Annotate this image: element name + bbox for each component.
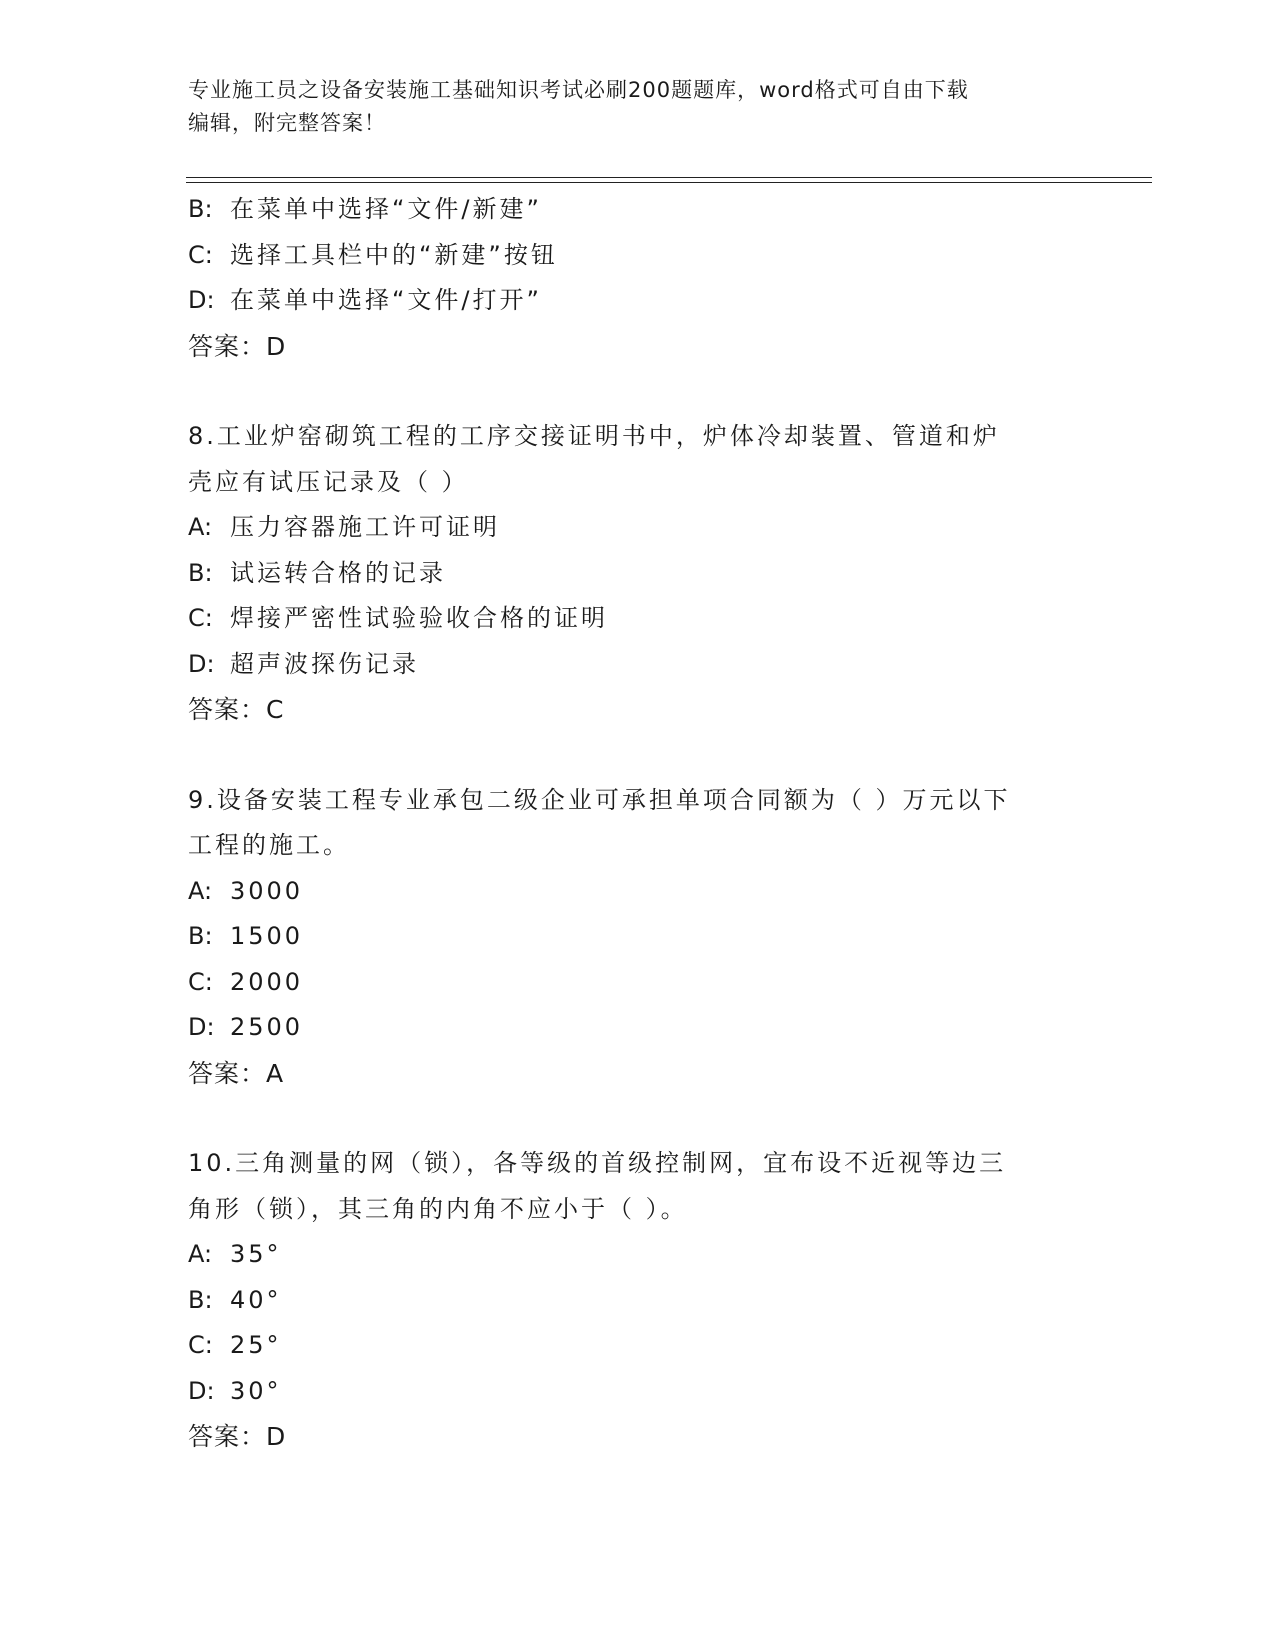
header-divider-top	[186, 177, 1152, 178]
option-text: 1500	[230, 922, 304, 950]
option-d	[188, 1369, 1088, 1415]
option-text: 试运转合格的记录	[230, 558, 446, 587]
option-label: C:	[188, 1331, 213, 1359]
option-b	[188, 914, 1088, 960]
question-stem-line-1: 10.三角测量的网（锁），各等级的首级控制网，宜布设不近视等边三	[188, 1149, 1007, 1177]
option-label: D:	[188, 286, 215, 314]
option-label: A:	[188, 513, 213, 541]
header-title-line-2: 编辑，附完整答案！	[188, 111, 386, 135]
question-stem-line-2: 角形（锁），其三角的内角不应小于（ ）。	[188, 1194, 688, 1223]
option-b	[188, 187, 1088, 233]
option-text: 2000	[230, 967, 304, 996]
option-c	[188, 596, 1088, 642]
option-b	[188, 551, 1088, 597]
option-text: 25°	[230, 1331, 282, 1359]
option-text: 3000	[230, 876, 304, 905]
answer: 答案：D	[188, 331, 287, 361]
question-9	[188, 778, 1088, 1097]
header-title-line-1: 专业施工员之设备安装施工基础知识考试必刷200题题库，word格式可自由下载	[188, 78, 969, 102]
option-a	[188, 869, 1088, 915]
option-c	[188, 1323, 1088, 1369]
option-c	[188, 233, 1088, 279]
answer: 答案：C	[188, 695, 285, 724]
option-text: 在菜单中选择“文件/新建”	[230, 195, 542, 223]
option-d	[188, 642, 1088, 688]
option-label: B:	[188, 195, 213, 223]
question-content	[188, 187, 1088, 1460]
answer: 答案：A	[188, 1058, 285, 1088]
option-c	[188, 960, 1088, 1006]
document-header	[188, 74, 1088, 140]
header-divider-bottom	[186, 182, 1152, 183]
question-stem-line-2: 壳应有试压记录及（ ）	[188, 467, 469, 496]
spacer	[188, 369, 1088, 414]
question-7-continuation	[188, 187, 1088, 369]
option-label: C:	[188, 967, 213, 996]
spacer	[188, 1096, 1088, 1141]
option-text: 压力容器施工许可证明	[230, 513, 500, 541]
spacer	[188, 733, 1088, 778]
option-text: 选择工具栏中的“新建”按钮	[230, 240, 558, 269]
question-stem-line-1: 9.设备安装工程专业承包二级企业可承担单项合同额为（ ）万元以下	[188, 785, 1011, 814]
question-stem-line-2: 工程的施工。	[188, 831, 350, 859]
option-label: C:	[188, 604, 213, 632]
option-text: 2500	[230, 1013, 304, 1041]
option-label: B:	[188, 558, 213, 587]
option-b	[188, 1278, 1088, 1324]
question-10	[188, 1141, 1088, 1460]
option-label: B:	[188, 1285, 213, 1314]
option-label: D:	[188, 1013, 215, 1041]
option-a	[188, 505, 1088, 551]
option-d	[188, 278, 1088, 324]
option-label: A:	[188, 1240, 213, 1268]
answer: 答案：D	[188, 1422, 287, 1451]
option-label: D:	[188, 1376, 215, 1405]
option-label: A:	[188, 876, 213, 905]
option-text: 焊接严密性试验验收合格的证明	[230, 604, 608, 632]
option-text: 超声波探伤记录	[230, 649, 419, 678]
option-label: C:	[188, 240, 213, 269]
option-label: D:	[188, 649, 215, 678]
option-label: B:	[188, 922, 213, 950]
option-text: 30°	[230, 1376, 282, 1405]
question-stem-line-1: 8.工业炉窑砌筑工程的工序交接证明书中，炉体冷却装置、管道和炉	[188, 422, 1000, 450]
option-d	[188, 1005, 1088, 1051]
question-8	[188, 414, 1088, 733]
option-a	[188, 1232, 1088, 1278]
option-text: 40°	[230, 1285, 282, 1314]
option-text: 在菜单中选择“文件/打开”	[230, 286, 542, 314]
option-text: 35°	[230, 1240, 282, 1268]
